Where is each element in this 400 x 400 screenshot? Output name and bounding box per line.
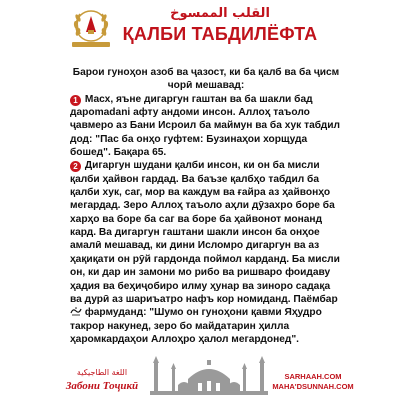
emblem-logo-icon: [60, 4, 122, 52]
pbuh-icon: [70, 306, 82, 316]
item-number-badge: 1: [70, 95, 81, 106]
footer-link-sarhaah[interactable]: SARHAAH.COM: [284, 372, 342, 381]
item-number-badge: 2: [70, 161, 81, 172]
item-text: Дигаргун шудани қалби инсон, ки он ба мисли қалби ҳайвон гардад. Ва баъзе қалбҳо табдил ба қалби хук, саг, мор ва каждум ва ғайра аз ҳайвонҳо мегардад. Зеро Аллоҳ таъоло аҳли дӯзахро боре ба харҳо ва боре ба саг ва боре ба ҳайвонот монанд кард. Ва дигаргун гаштани шакли инсон ба онҳое амалӣ мешавад, ки дини Исломро дигаргун ва аз ҳақиқати он рӯй гардонда поймол карданд. Ба мисли он, ки дар ин замони мо рибо ва ришваро фоидаву ҳадия ва беҳиҷобиро илму ҳунар ва зинoро садақа ва дурӣ аз шариъатро нафъ кор номиданд. Паёмбар: [70, 160, 340, 305]
page-title: ҚАЛБИ ТАБДИЛЁФТА: [122, 24, 318, 44]
footer-language-label: Забони Тоҷикӣ: [65, 380, 139, 392]
page-title-arabic: القلب الممسوخ: [170, 6, 270, 21]
list-item: [70, 93, 342, 160]
list-item: [70, 159, 342, 346]
article-body: [70, 66, 342, 346]
item-text: Масх, яъне дигаргун гаштан ва ба шакли бад дароmadani афту андоми инсон. Аллоҳ таъоло ҷавмеро аз Бани Исроил ба маймун ва ба хук табдил дод: "Пас ба онҳо гуфтем: Бузинаҳои хорщуда бошед". Бақара 65.: [70, 93, 340, 159]
intro-text: Барои гуноҳон азоб ва ҷазост, ки ба қалб ва ба ҷисм чорӣ мешавад:: [72, 67, 340, 92]
footer-language-arabic: اللغة الطاجيكية: [76, 368, 128, 377]
footer-link-mahadsunnah[interactable]: MAHA'DSUNNAH.COM: [272, 382, 354, 391]
mosque-silhouette-icon: [150, 355, 268, 395]
item-text-continued: фармуданд: "Шумо он гуноҳони қавми Яҳудро такрор накунед, зеро бо майдатарин ҳилла ҳаромкардаҳои Аллоҳро ҳалол мегардонед".: [70, 307, 322, 345]
